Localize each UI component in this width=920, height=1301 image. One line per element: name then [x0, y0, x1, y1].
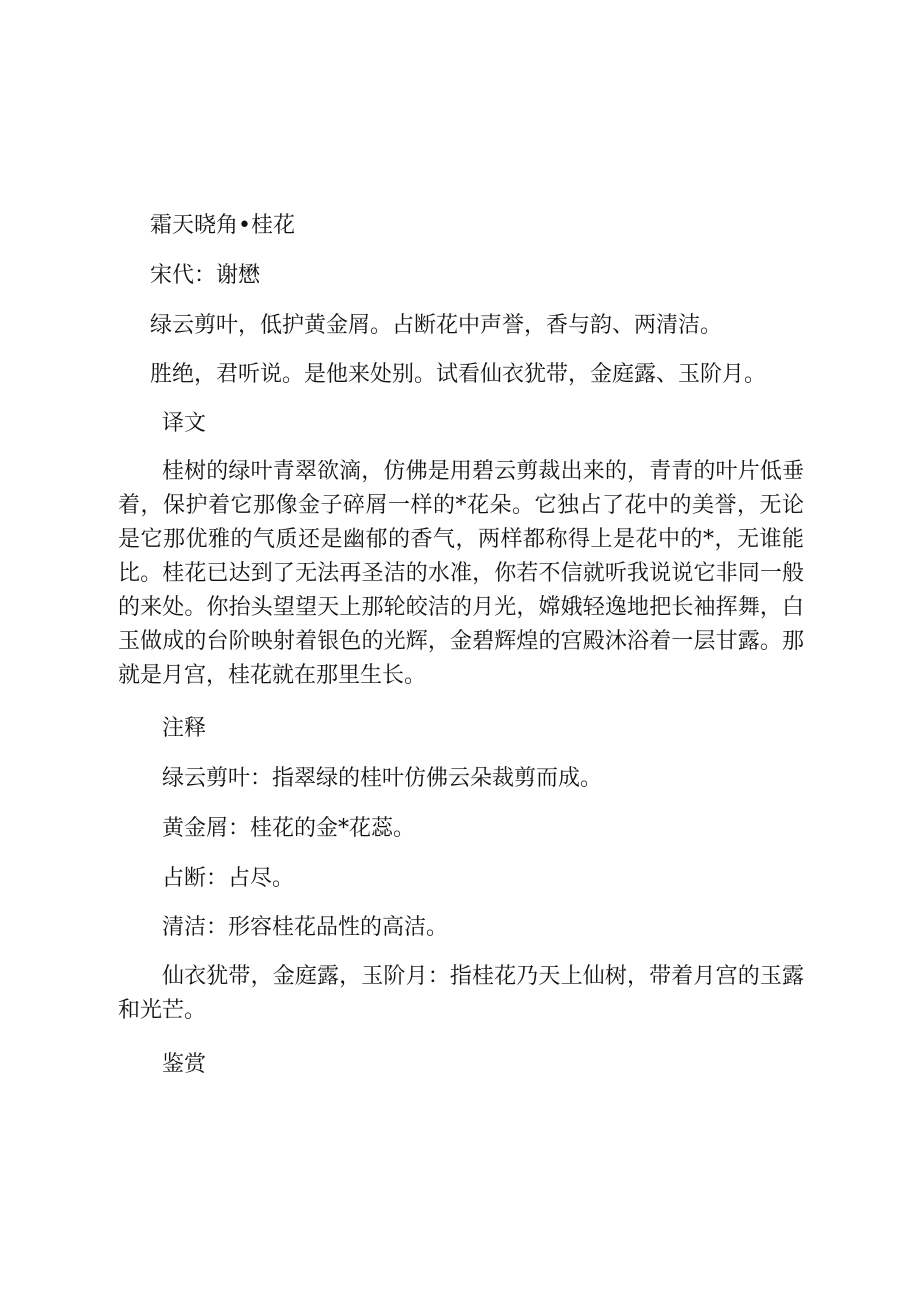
note-item: 绿云剪叶：指翠绿的桂叶仿佛云朵裁剪而成。	[162, 766, 603, 791]
poem-line-2: 胜绝，君听说。是他来处别。试看仙衣犹带，金庭露、玉阶月。	[150, 362, 767, 387]
poem-line-1: 绿云剪叶，低护黄金屑。占断花中声誉，香与韵、两清洁。	[150, 313, 723, 338]
note-item: 黄金屑：桂花的金*花蕊。	[162, 816, 416, 841]
appreciation-heading: 鉴赏	[162, 1052, 207, 1077]
poem-author: 宋代：谢懋	[150, 263, 261, 288]
note-item: 仙衣犹带，金庭露，玉阶月：指桂花乃天上仙树，带着月宫的玉露和光芒。	[118, 964, 804, 1023]
translation-heading: 译文	[162, 411, 207, 436]
note-item: 占断：占尽。	[162, 866, 295, 891]
translation-body: 桂树的绿叶青翠欲滴，仿佛是用碧云剪裁出来的，青青的叶片低垂着，保护着它那像金子碎屑一样的*花朵。它独占了花中的美誉，无论是它那优雅的气质还是幽郁的香气，两样都称得上是花中的*，无谁能比。桂花已达到了无法再圣洁的水准，你若不信就听我说说它非同一般的来处。你抬头望望天上那轮皎洁的月光，嫦娥轻逸地把长袖挥舞，白玉做成的台阶映射着银色的光辉，金碧辉煌的宫殿沐浴着一层甘露。那就是月宫，桂花就在那里生长。	[118, 459, 804, 688]
notes-heading: 注释	[162, 716, 207, 741]
poem-title: 霜天晓角•桂花	[150, 213, 295, 238]
note-item: 清洁：形容桂花品性的高洁。	[162, 915, 449, 940]
